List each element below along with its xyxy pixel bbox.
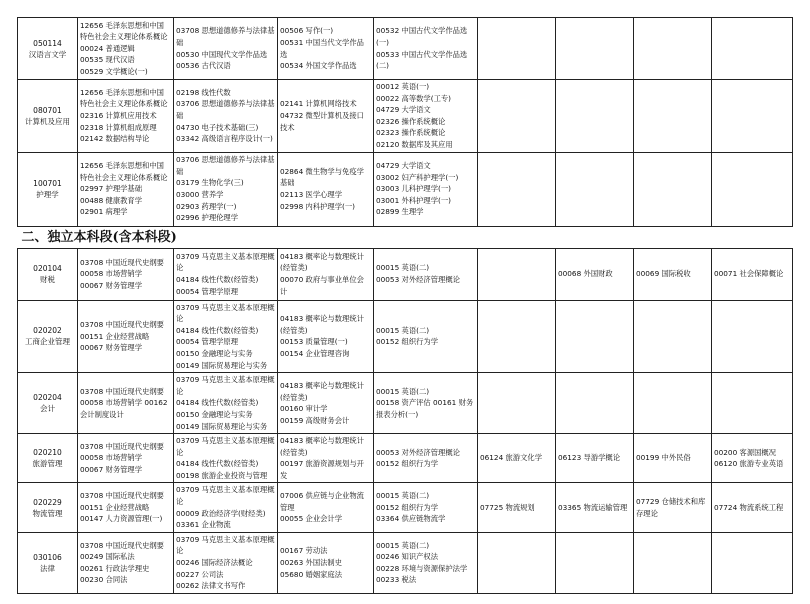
course-entry: 00534 外国文学作品选 (280, 61, 357, 71)
course-entry: 00529 文学概论(一) (80, 66, 148, 76)
course-entry: 02120 数据库及其应用 (376, 139, 453, 149)
major-code: 020229 (33, 497, 62, 507)
course-entry: 12656 毛泽东思想和中国特色社会主义理论体系概论 (80, 87, 168, 109)
major-row (18, 18, 793, 80)
course-entry: 00530 中国现代文学作品选 (176, 49, 268, 59)
major-code: 020104 (33, 264, 62, 274)
semester-cell (556, 80, 634, 153)
course-entry: 02318 计算机组成原理 (80, 122, 157, 132)
semester-cell (634, 300, 712, 373)
major-code: 020204 (33, 393, 62, 403)
course-entry: 00147 人力资源管理(一) (80, 514, 163, 524)
semester-cell (78, 152, 174, 226)
course-entry: 03708 中国近现代史纲要 (80, 257, 164, 267)
course-entry: 00015 英语(二) (376, 263, 430, 273)
course-entry: 00167 劳动法 (280, 546, 328, 556)
semester-cell (78, 300, 174, 373)
major-name: 工商企业管理 (25, 337, 70, 347)
semester-cell (78, 248, 174, 300)
course-entry: 00067 财务管理学 (80, 465, 143, 475)
major-row (18, 80, 793, 153)
major-code: 080701 (33, 105, 62, 115)
course-entry: 00233 税法 (376, 575, 417, 585)
semester-cell (634, 373, 712, 434)
semester-cell (634, 248, 712, 300)
course-entry: 00488 健康教育学 (80, 195, 143, 205)
course-entry: 06123 导游学概论 (558, 453, 621, 463)
course-entry: 03708 中国近现代史纲要 (80, 386, 164, 396)
major-row (18, 373, 793, 434)
course-entry: 04184 线性代数(经管类) (176, 325, 259, 335)
semester-cell (278, 532, 374, 593)
course-entry: 00536 古代汉语 (176, 61, 231, 71)
major-name: 护理学 (36, 190, 59, 200)
major-name: 法律 (40, 563, 55, 573)
semester-cell (78, 434, 174, 483)
course-entry: 04729 大学语文 (376, 105, 431, 115)
course-entry: 03342 高级语言程序设计(一) (176, 134, 273, 144)
course-entry: 00261 行政法学理史 (80, 563, 150, 573)
major-cell (18, 300, 78, 373)
course-entry: 03708 中国近现代史纲要 (80, 491, 164, 501)
semester-cell (478, 483, 556, 532)
course-entry: 00071 社会保障概论 (714, 269, 784, 279)
course-entry: 04183 概率论与数理统计(经管类) (280, 314, 364, 335)
major-name: 会计 (40, 404, 55, 414)
course-entry: 00053 对外经济管理概论 (376, 275, 460, 285)
major-row (18, 434, 793, 483)
section-header-row (18, 226, 793, 248)
major-code: 020210 (33, 448, 62, 458)
major-name: 财税 (40, 275, 55, 285)
semester-cell (478, 373, 556, 434)
semester-cell (556, 248, 634, 300)
course-entry: 07724 物流系统工程 (714, 502, 784, 512)
course-entry: 04184 线性代数(经管类) (176, 398, 259, 408)
major-row (18, 248, 793, 300)
course-entry: 00058 市场营销学 (80, 453, 143, 463)
course-entry: 04183 概率论与数理统计(经管类) (280, 380, 364, 402)
course-entry: 02323 操作系统概论 (376, 128, 446, 138)
semester-cell (174, 248, 278, 300)
course-entry: 06120 旅游专业英语 (714, 459, 784, 469)
semester-cell (278, 152, 374, 226)
course-entry: 04183 概率论与数理统计(经管类) (280, 436, 364, 457)
semester-cell (478, 152, 556, 226)
semester-cell (556, 373, 634, 434)
major-code: 030106 (33, 552, 62, 562)
course-entry: 03708 中国近现代史纲要 (80, 540, 164, 550)
bachelor-degree-rows (18, 248, 793, 593)
semester-cell (556, 532, 634, 593)
course-entry: 02899 生理学 (376, 207, 424, 217)
course-entry: 00227 公司法 (176, 569, 224, 579)
semester-cell (374, 18, 478, 80)
semester-cell (634, 483, 712, 532)
semester-cell (712, 532, 793, 593)
course-entry: 00535 现代汉语 (80, 55, 135, 65)
course-plan-table (17, 17, 793, 594)
course-entry: 02142 数据结构导论 (80, 134, 150, 144)
course-entry: 02901 病理学 (80, 207, 128, 217)
section-title: 二、独立本科段(含本科段) (18, 226, 793, 248)
course-entry: 07729 仓储技术和库存理论 (636, 497, 706, 518)
course-entry: 03361 企业物流 (176, 520, 231, 530)
semester-cell (78, 532, 174, 593)
course-entry: 03002 妇产科护理学(一) (376, 172, 459, 182)
course-entry: 03706 思想道德修养与法律基础 (176, 99, 275, 120)
course-entry: 03709 马克思主义基本原理概论 (176, 375, 275, 396)
course-entry: 00012 英语(一) (376, 82, 430, 91)
semester-cell (374, 373, 478, 434)
semester-cell (712, 80, 793, 153)
course-entry: 00230 合同法 (80, 575, 128, 585)
semester-cell (634, 532, 712, 593)
course-entry: 03709 马克思主义基本原理概论 (176, 436, 275, 457)
semester-cell (278, 80, 374, 153)
course-entry: 04730 电子技术基础(三) (176, 122, 259, 132)
course-entry: 00069 国际税收 (636, 269, 691, 279)
course-entry: 12656 毛泽东思想和中国特色社会主义理论体系概论 (80, 161, 168, 182)
major-row (18, 152, 793, 226)
course-entry: 00153 质量管理(一) (280, 337, 348, 347)
course-entry: 00058 市场营销学 00162 会计制度设计 (80, 398, 168, 419)
course-entry: 00150 金融理论与实务 (176, 409, 253, 419)
major-row (18, 300, 793, 373)
semester-cell (712, 248, 793, 300)
course-entry: 00068 外国财政 (558, 269, 613, 279)
course-entry: 00015 英语(二) (376, 325, 430, 335)
course-entry: 05680 婚姻家庭法 (280, 569, 343, 579)
course-entry: 00263 外国法制史 (280, 558, 343, 568)
semester-cell (712, 373, 793, 434)
major-cell (18, 483, 78, 532)
course-entry: 00531 中国当代文学作品选 (280, 37, 364, 59)
course-entry: 00149 国际贸易理论与实务 (176, 421, 268, 431)
course-entry: 00533 中国古代文学作品选(二) (376, 49, 468, 71)
semester-cell (634, 80, 712, 153)
course-entry: 00015 英语(二) (376, 386, 430, 396)
course-entry: 02864 微生物学与免疫学基础 (280, 166, 364, 188)
semester-cell (634, 152, 712, 226)
course-entry: 00054 管理学原理 (176, 286, 239, 296)
semester-cell (374, 483, 478, 532)
course-entry: 00024 普通逻辑 (80, 43, 135, 53)
course-entry: 00152 组织行为学 (376, 502, 439, 512)
semester-cell (478, 434, 556, 483)
course-entry: 00246 知识产权法 (376, 552, 439, 562)
major-name: 汉语言文学 (28, 49, 67, 59)
semester-cell (278, 373, 374, 434)
course-entry: 03706 思想道德修养与法律基础 (176, 155, 275, 176)
course-entry: 02326 操作系统概论 (376, 116, 446, 126)
course-entry: 00151 企业经营战略 (80, 331, 150, 341)
semester-cell (174, 18, 278, 80)
semester-cell (374, 248, 478, 300)
course-entry: 03001 外科护理学(一) (376, 195, 452, 205)
course-entry: 00199 中外民俗 (636, 453, 691, 463)
course-entry: 04729 大学语文 (376, 161, 431, 171)
course-entry: 00150 金融理论与实务 (176, 348, 253, 358)
semester-cell (374, 152, 478, 226)
course-entry: 02996 护理伦理学 (176, 213, 239, 223)
semester-cell (712, 434, 793, 483)
semester-cell (174, 152, 278, 226)
semester-cell (374, 80, 478, 153)
semester-cell (712, 18, 793, 80)
course-entry: 00152 组织行为学 (376, 337, 439, 347)
course-entry: 02903 药理学(一) (176, 201, 237, 211)
course-entry: 00200 客源国概况 (714, 447, 777, 457)
course-entry: 00532 中国古代文学作品选(一) (376, 26, 468, 47)
course-entry: 03179 生物化学(三) (176, 178, 244, 188)
semester-cell (278, 248, 374, 300)
course-entry: 12656 毛泽东思想和中国特色社会主义理论体系概论 (80, 20, 168, 42)
course-entry: 00152 组织行为学 (376, 459, 439, 469)
course-entry: 00009 政治经济学(财经类) (176, 508, 266, 518)
semester-cell (634, 434, 712, 483)
course-entry: 03003 儿科护理学(一) (376, 184, 452, 194)
course-entry: 00159 高级财务会计 (280, 415, 350, 425)
course-entry: 00067 财务管理学 (80, 343, 143, 353)
course-entry: 00262 法律文书写作 (176, 581, 246, 591)
course-entry: 04183 概率论与数理统计(经管类) (280, 251, 364, 273)
semester-cell (634, 18, 712, 80)
major-code: 020202 (33, 326, 62, 336)
major-cell (18, 248, 78, 300)
course-entry: 00015 英语(二) (376, 491, 430, 501)
course-entry: 00067 财务管理学 (80, 280, 143, 290)
course-entry: 02113 医学心理学 (280, 190, 343, 200)
semester-cell (556, 300, 634, 373)
course-entry: 00022 高等数学(工专) (376, 93, 452, 103)
course-entry: 00070 政府与事业单位会计 (280, 275, 364, 296)
major-name: 计算机及应用 (25, 116, 70, 126)
semester-cell (478, 532, 556, 593)
semester-cell (478, 300, 556, 373)
semester-cell (478, 18, 556, 80)
course-entry: 02316 计算机应用技术 (80, 110, 157, 120)
course-entry: 00154 企业管理咨询 (280, 348, 350, 358)
semester-cell (374, 300, 478, 373)
course-entry: 00055 企业会计学 (280, 514, 343, 524)
semester-cell (174, 532, 278, 593)
course-entry: 03709 马克思主义基本原理概论 (176, 485, 275, 507)
course-entry: 03708 思想道德修养与法律基础 (176, 26, 275, 47)
major-cell (18, 18, 78, 80)
course-entry: 03708 中国近现代史纲要 (80, 319, 164, 329)
semester-cell (478, 248, 556, 300)
semester-cell (78, 483, 174, 532)
course-entry: 00228 环境与资源保护法学 (376, 563, 468, 573)
semester-cell (278, 483, 374, 532)
semester-cell (556, 152, 634, 226)
semester-cell (174, 483, 278, 532)
major-code: 050114 (33, 38, 62, 48)
course-entry: 07006 供应链与企业物流管理 (280, 491, 364, 512)
semester-cell (278, 18, 374, 80)
course-entry: 04184 线性代数(经管类) (176, 275, 259, 285)
major-code: 100701 (33, 179, 62, 189)
course-entry: 00058 市场营销学 (80, 269, 143, 279)
major-name: 旅游管理 (32, 459, 63, 469)
semester-cell (174, 373, 278, 434)
semester-cell (374, 532, 478, 593)
major-cell (18, 532, 78, 593)
course-entry: 02998 内科护理学(一) (280, 201, 356, 211)
course-entry: 04184 线性代数(经管类) (176, 459, 259, 469)
semester-cell (374, 434, 478, 483)
semester-cell (78, 18, 174, 80)
semester-cell (712, 483, 793, 532)
course-entry: 00149 国际贸易理论与实务 (176, 360, 268, 370)
course-entry: 00246 国际经济法概论 (176, 558, 253, 568)
course-entry: 03708 中国近现代史纲要 (80, 441, 164, 451)
semester-cell (78, 80, 174, 153)
course-entry: 03365 物流运输管理 (558, 502, 628, 512)
major-cell (18, 434, 78, 483)
course-entry: 00053 对外经济管理概论 (376, 447, 460, 457)
semester-cell (78, 373, 174, 434)
semester-cell (556, 434, 634, 483)
course-entry: 03709 马克思主义基本原理概论 (176, 251, 275, 273)
course-entry: 00151 企业经营战略 (80, 502, 150, 512)
course-entry: 03000 营养学 (176, 190, 224, 200)
semester-cell (278, 434, 374, 483)
major-cell (18, 80, 78, 153)
course-entry: 04732 微型计算机及接口技术 (280, 110, 364, 132)
course-entry: 02141 计算机网络技术 (280, 99, 357, 109)
major-row (18, 483, 793, 532)
semester-cell (278, 300, 374, 373)
course-entry: 00158 资产评估 00161 财务报表分析(一) (376, 398, 474, 419)
semester-cell (712, 152, 793, 226)
course-entry: 00160 审计学 (280, 404, 328, 414)
course-entry: 00249 国际私法 (80, 552, 135, 562)
major-cell (18, 152, 78, 226)
semester-cell (174, 300, 278, 373)
semester-cell (174, 434, 278, 483)
course-entry: 03364 供应链物流学 (376, 514, 446, 524)
course-entry: 00506 写作(一) (280, 26, 334, 36)
course-entry: 00197 旅游资源规划与开发 (280, 459, 364, 480)
course-entry: 00015 英语(二) (376, 540, 430, 550)
course-entry: 02198 线性代数 (176, 87, 231, 97)
course-entry: 02997 护理学基础 (80, 184, 143, 194)
course-entry: 00054 管理学原理 (176, 337, 239, 347)
major-cell (18, 373, 78, 434)
course-entry: 00198 旅游企业投资与管理 (176, 470, 268, 480)
major-name: 物流管理 (32, 508, 63, 518)
semester-cell (556, 483, 634, 532)
associate-degree-rows (18, 18, 793, 227)
course-entry: 03709 马克思主义基本原理概论 (176, 302, 275, 324)
course-entry: 07725 物流规划 (480, 502, 535, 512)
semester-cell (174, 80, 278, 153)
exam-plan-sheet (17, 17, 792, 594)
course-entry: 06124 旅游文化学 (480, 453, 543, 463)
semester-cell (478, 80, 556, 153)
semester-cell (712, 300, 793, 373)
semester-cell (556, 18, 634, 80)
course-entry: 03709 马克思主义基本原理概论 (176, 534, 275, 556)
major-row (18, 532, 793, 593)
